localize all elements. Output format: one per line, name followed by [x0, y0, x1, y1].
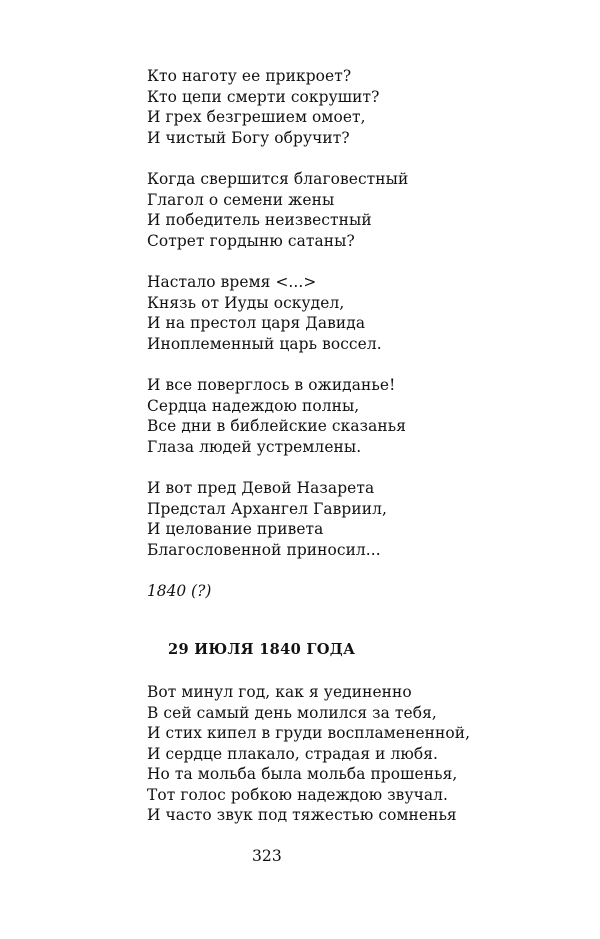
verse-line: Когда свершится благовестный	[147, 170, 409, 188]
stanza	[147, 478, 567, 560]
verse-line: И все поверглось в ожиданье!	[147, 376, 396, 394]
verse-line: И часто звук под тяжестью сомненья	[147, 806, 457, 824]
verse-line: Предстал Архангел Гавриил,	[147, 499, 387, 518]
verse-line: И на престол царя Давида	[147, 314, 366, 332]
verse-line: Вот минул год, как я уединенно	[147, 683, 412, 701]
verse-line: Тот голос робкою надеждою звучал.	[147, 785, 449, 804]
verse-line: Иноплеменный царь воссел.	[147, 334, 382, 353]
verse-line: Кто цепи смерти сокрушит?	[147, 87, 380, 106]
verse-line: И стих кипел в груди воспламененной,	[147, 724, 471, 742]
verse-line: Сердца надеждою полны,	[147, 396, 360, 415]
verse-line: Все дни в библейские сказанья	[147, 417, 407, 435]
verse-line: Глагол о семени жены	[147, 190, 335, 209]
page-number: 323	[252, 847, 282, 865]
stanza	[147, 272, 567, 354]
verse-line: И грех безгрешием омоет,	[147, 108, 366, 126]
verse-line: Благословенной приносил...	[147, 540, 381, 559]
verse-line: Но та мольба была мольба прошенья,	[147, 765, 458, 783]
verse-line: И вот пред Девой Назарета	[147, 479, 375, 497]
verse-line: Сотрет гордыню сатаны?	[147, 231, 355, 250]
verse-line: И победитель неизвестный	[147, 211, 372, 229]
stanza	[147, 169, 567, 251]
stanza	[147, 375, 567, 457]
poem-continued	[147, 66, 567, 602]
verse-line: И целование привета	[147, 520, 324, 538]
stanza	[147, 66, 567, 148]
verse-line: Настало время <...>	[147, 273, 317, 291]
poem-body	[147, 682, 587, 826]
verse-line: Князь от Иуды оскудел,	[147, 293, 345, 312]
verse-line: Глаза людей устремлены.	[147, 437, 362, 456]
verse-line: Кто наготу ее прикроет?	[147, 67, 352, 85]
poem-title: 29 ИЮЛЯ 1840 ГОДА	[168, 641, 356, 658]
verse-line: В сей самый день молился за тебя,	[147, 703, 437, 722]
verse-line: И чистый Богу обручит?	[147, 128, 350, 147]
poem-date: 1840 (?)	[147, 582, 212, 600]
verse-line: И сердце плакало, страдая и любя.	[147, 744, 439, 763]
